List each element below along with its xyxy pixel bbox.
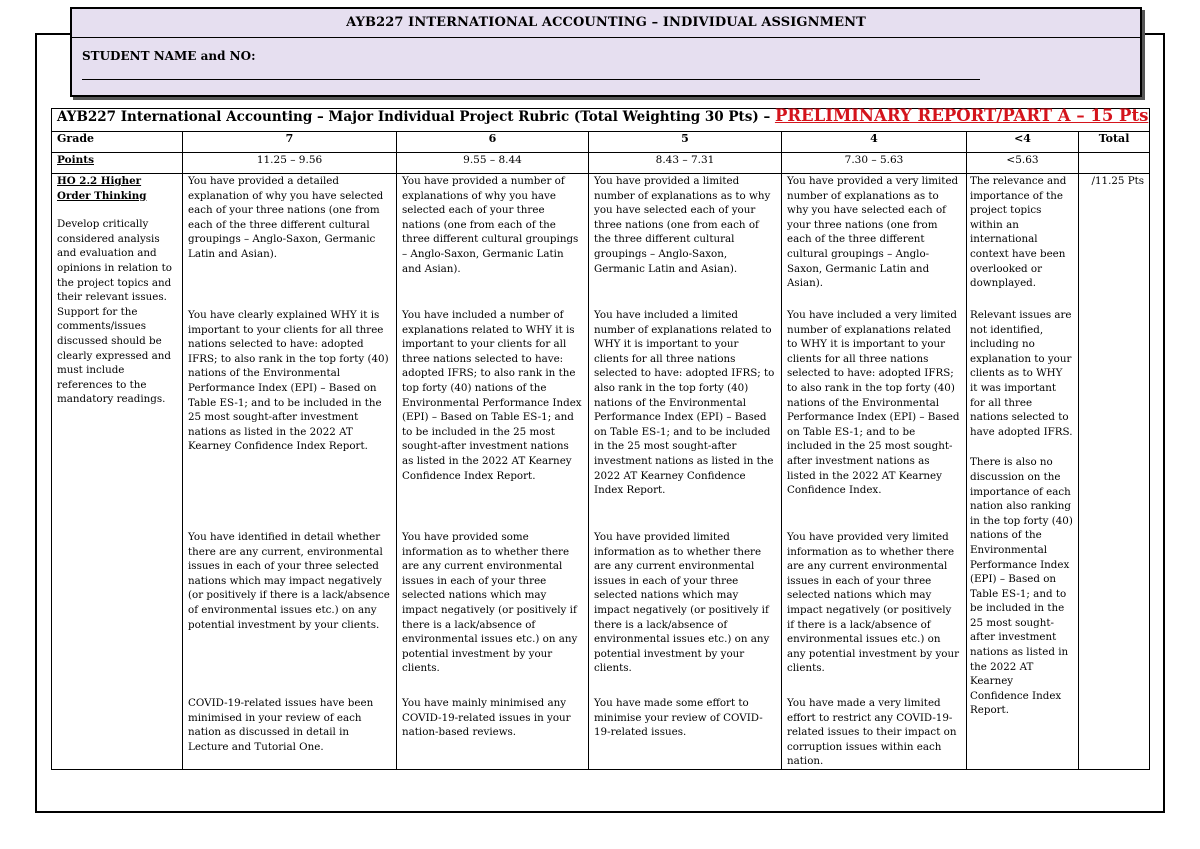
descriptor-paragraph: You have provided a number of explanations of why you have selected each of your three nations (one from each of the three different cultural groupings – Anglo-Saxon, Germanic Latin and Asian).	[402, 175, 579, 275]
total-cell: /11.25 Pts	[1079, 174, 1150, 770]
descriptor-paragraph: You have included a number of explanations related to WHY it is important to your clients for all three nations selected to have: adopted IFRS; to also rank in the top forty (40) nations of the Environmental Performance Index (EPI) – Based on Table ES-1; and to be included in the 25 most sought-after investment nations as listed in the 2022 AT Kearney Confidence Index Report.	[402, 309, 582, 482]
descriptor-paragraph: You have made a very limited effort to restrict any COVID-19-related issues to their impact on corruption issues within each nation.	[787, 697, 957, 768]
descriptor-paragraph: You have provided a very limited number of explanations as to why you have selected each of your three nations (one from each of the three different cultural groupings – Anglo-Saxon, Germanic Latin and Asian).	[787, 175, 959, 290]
points-grade-7: 11.25 – 9.56	[183, 153, 397, 174]
grade-4: 4	[782, 132, 967, 153]
descriptor-paragraph: You have clearly explained WHY it is important to your clients for all three nations selected to have: adopted IFRS; to also rank in the top forty (40) nations of the Environmental Performance Index (EPI) – Based on Table ES-1; and to be included in the 25 most sought-after investment nations as listed in the 2022 AT Kearney Confidence Index Report.	[188, 309, 389, 453]
descriptor-grade-5	[589, 174, 782, 770]
criterion-description: Develop critically considered analysis and evaluation and opinions in relation to the project topics and their relevant issues. Support for the comments/issues discussed should be clearly expressed and must include references to the mandatory readings.	[57, 218, 172, 406]
grade-5: 5	[589, 132, 782, 153]
descriptor-paragraph: You have provided a detailed explanation of why you have selected each of your three nations (one from each of the three different cultural groupings – Anglo-Saxon, Germanic Latin and Asian).	[188, 175, 384, 260]
descriptor-paragraph: You have included a very limited number of explanations related to WHY it is important to your clients for all three nations selected to have: adopted IFRS; to also rank in the top forty (40) nations of the Environmental Performance Index (EPI) – Based on Table ES-1; and to be included in the 25 most sought-after investment nations as listed in the 2022 AT Kearney Confidence Index.	[787, 309, 960, 497]
points-row	[52, 153, 1150, 174]
points-grade-below-4: <5.63	[967, 153, 1079, 174]
criterion-row	[52, 174, 1150, 770]
grade-7: 7	[183, 132, 397, 153]
points-grade-5: 8.43 – 7.31	[589, 153, 782, 174]
descriptor-paragraph: You have provided limited information as to whether there are any current environmental issues in each of your three selected nations which may impact negatively (or positively if there is a lack/absence of environmental issues etc.) on any potential investment by your clients.	[594, 531, 770, 675]
points-label: Points	[52, 153, 183, 174]
assignment-header	[70, 7, 1142, 97]
assignment-title: AYB227 INTERNATIONAL ACCOUNTING – INDIVIDUAL ASSIGNMENT	[346, 15, 866, 30]
descriptor-paragraph: COVID-19-related issues have been minimised in your review of each nation as discussed in detail in Lecture and Tutorial One.	[188, 697, 374, 753]
criterion-cell	[52, 174, 183, 770]
points-grade-6: 9.55 – 8.44	[397, 153, 589, 174]
points-grade-4: 7.30 – 5.63	[782, 153, 967, 174]
descriptor-paragraph: The relevance and importance of the project topics within an international context have been overlooked or downplayed.	[970, 175, 1067, 290]
criterion-title: HO 2.2 Higher Order Thinking	[57, 175, 147, 202]
student-name-label: STUDENT NAME and NO:	[82, 49, 256, 63]
rubric-title-main: AYB227 International Accounting – Major Individual Project Rubric (Total Weighting 30 Pts) –	[57, 109, 771, 125]
grade-row	[52, 132, 1150, 153]
rubric-table	[51, 108, 1150, 770]
descriptor-paragraph: You have mainly minimised any COVID-19-related issues in your nation-based reviews.	[402, 697, 571, 739]
descriptor-paragraph: You have identified in detail whether there are any current, environmental issues in each of your three selected nations which may impact negatively (or positively if there is a lack/absence of environmental issues etc.) on any potential investment by your clients.	[188, 531, 390, 631]
rubric-title-highlight: PRELIMINARY REPORT/PART A – 15 Pts	[774, 106, 1149, 125]
descriptor-paragraph: You have included a limited number of explanations related to WHY it is important to your clients for all three nations selected to have: adopted IFRS; to also rank in the top forty (40) nations of the Environmental Performance Index (EPI) – Based on Table ES-1; and to be included in the 25 most sought-after investment nations as listed in the 2022 AT Kearney Confidence Index Report.	[594, 309, 775, 497]
points-total	[1079, 153, 1150, 174]
grade-6: 6	[397, 132, 589, 153]
grade-label: Grade	[52, 132, 183, 153]
descriptor-grade-4	[782, 174, 967, 770]
total-header: Total	[1079, 132, 1150, 153]
descriptor-grade-below-4	[967, 174, 1079, 770]
descriptor-grade-6	[397, 174, 589, 770]
header-divider	[72, 37, 1140, 38]
descriptor-paragraph: There is also no discussion on the importance of each nation also ranking in the top forty (40) nations of the Environmental Performance Index (EPI) – Based on Table ES-1; and to be included in the 25 most sought-after investment nations as listed in the 2022 AT Kearney Confidence Index Report.	[970, 456, 1073, 717]
descriptor-grade-7	[183, 174, 397, 770]
student-name-line	[82, 79, 980, 80]
grade-below-4: <4	[967, 132, 1079, 153]
descriptor-paragraph: Relevant issues are not identified, including no explanation to your clients as to WHY it was important for all three nations selected to have adopted IFRS.	[970, 309, 1073, 438]
descriptor-paragraph: You have provided some information as to whether there are any current environmental issues in each of your three selected nations which may impact negatively (or positively if there is a lack/absence of environmental issues etc.) on any potential investment by your clients.	[402, 531, 578, 675]
rubric-title	[52, 106, 1150, 132]
descriptor-paragraph: You have provided a limited number of explanations as to why you have selected each of your three nations (one from each of the three different cultural groupings – Anglo-Saxon, Germanic Latin and Asian).	[594, 175, 771, 275]
descriptor-paragraph: You have made some effort to minimise your review of COVID-19-related issues.	[594, 697, 763, 739]
descriptor-paragraph: You have provided very limited information as to whether there are any current environmental issues in each of your three selected nations which may impact negatively (or positively if there is a lack/absence of environmental issues etc.) on any potential investment by your clients.	[787, 531, 960, 675]
rubric-title-row	[52, 109, 1150, 132]
